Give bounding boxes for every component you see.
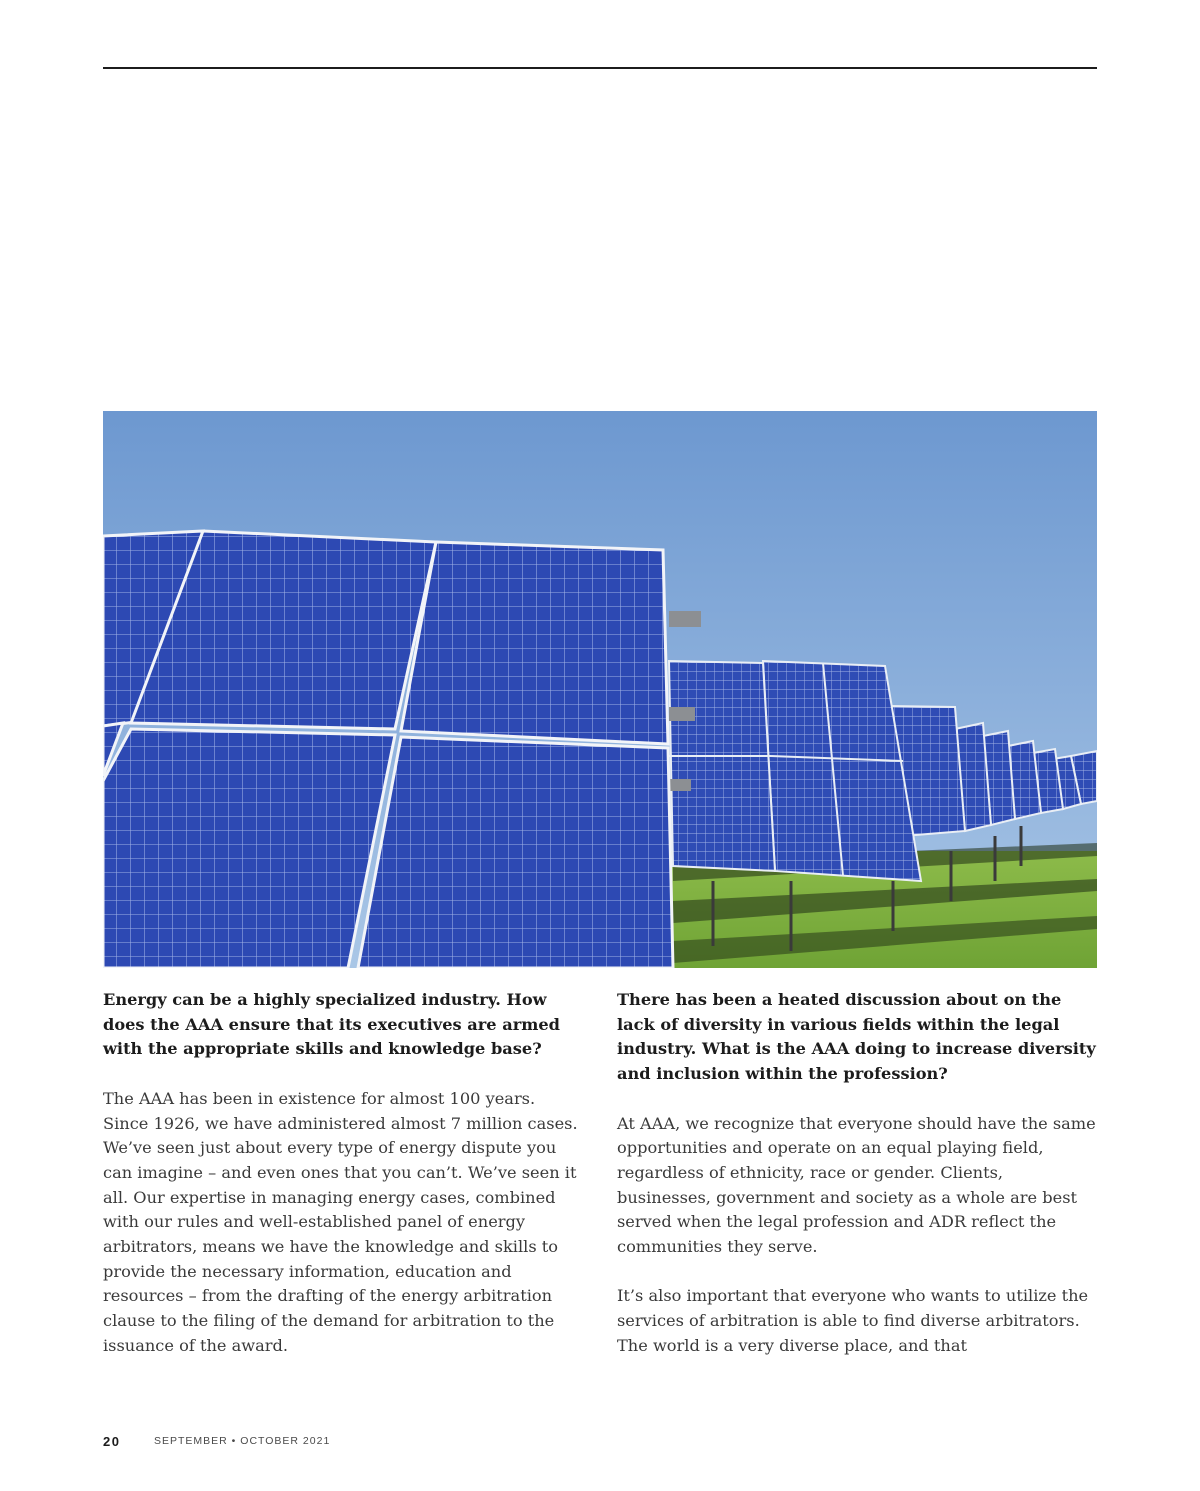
top-rule: [103, 67, 1097, 69]
solar-panels-photo: [103, 411, 1097, 968]
question-diversity: There has been a heated discussion about on the lack of diversity in various fields within the legal industry. What is the AAA doing to increase diversity and inclusion within the profession?: [617, 990, 1096, 1084]
right-column: [617, 988, 1099, 1383]
question-energy-skills: Energy can be a highly specialized industry. How does the AAA ensure that its executives are armed with the appropriate skills and knowledge base?: [103, 990, 560, 1059]
page-number: 20: [103, 1434, 121, 1449]
answer-diversity-paragraph-1: At AAA, we recognize that everyone should have the same opportunities and operate on an equal playing field, regardless of ethnicity, race or gender. Clients, businesses, government and society as a whole are best served when the legal profession and ADR reflect the communities they serve.: [617, 1113, 1096, 1257]
issue-date: SEPTEMBER • OCTOBER 2021: [154, 1435, 331, 1447]
answer-diversity-paragraph-2: It’s also important that everyone who wants to utilize the services of arbitration is able to find diverse arbitrators. The world is a very diverse place, and that: [617, 1286, 1089, 1355]
left-column: [103, 988, 585, 1383]
answer-energy-skills: The AAA has been in existence for almost 100 years. Since 1926, we have administered almost 7 million cases. We’ve seen just about every type of energy dispute you can imagine – and even ones that you can’t. We’ve seen it all. Our expertise in managing energy cases, combined with our rules and well-established panel of energy arbitrators, means we have the knowledge and skills to provide the necessary information, education and resources – from the drafting of the energy arbitration clause to the filing of the demand for arbitration to the issuance of the award.: [103, 1088, 578, 1355]
